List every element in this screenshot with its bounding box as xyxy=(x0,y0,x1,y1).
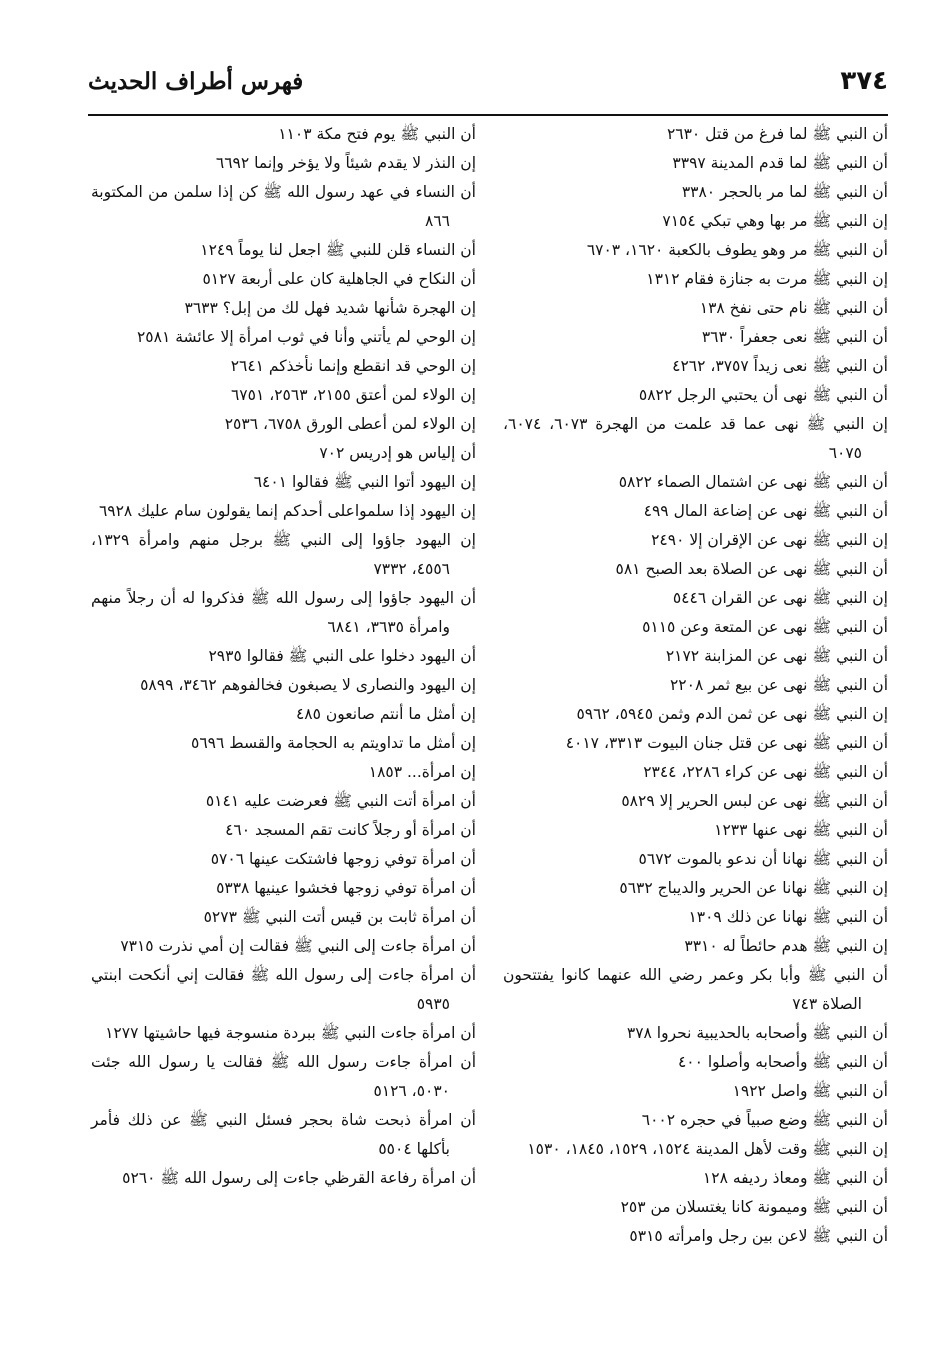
index-entry: أن النبي ﷺ لاعن بين رجل وامرأته ٥٣١٥ xyxy=(629,1227,888,1245)
index-entry: أن النكاح في الجاهلية كان على أربعة ٥١٢٧ xyxy=(202,270,476,288)
index-entry: إن النبي ﷺ نهى عن ثمن الدم وثمن ٥٩٤٥، ٥٩٦٢ xyxy=(576,705,888,723)
index-entry: إن النبي ﷺ وقت لأهل المدينة ١٥٢٤، ١٥٢٩، ١٨٤٥، ١٥٣٠ xyxy=(527,1140,888,1158)
index-entry: إن الهجرة شأنها شديد فهل لك من إبل؟ ٣٦٣٣ xyxy=(184,299,476,317)
index-entry: أن النبي ﷺ نهى عن قتل جنان البيوت ٣٣١٣، ٤٠١٧ xyxy=(565,734,888,752)
index-entry: أن النبي ﷺ وأصحابه وأصلوا ٤٠٠ xyxy=(677,1053,888,1071)
index-entry: إن الولاء لمن أعتق ٢١٥٥، ٢٥٦٣، ٦٧٥١ xyxy=(230,386,476,404)
index-entry: أن النبي ﷺ ومعاذ رديفه ١٢٨ xyxy=(702,1169,888,1187)
index-entry: أن النبي ﷺ وأصحابه بالحديبية نحروا ٣٧٨ xyxy=(626,1024,888,1042)
index-entry: إن النبي ﷺ مر بها وهي تبكي ٧١٥٤ xyxy=(662,212,888,230)
index-entry: أن النبي ﷺ نام حتى نفخ ١٣٨ xyxy=(699,299,888,317)
index-entry: أن النبي ﷺ نهى أن يحتبي الرجل ٥٨٢٢ xyxy=(638,386,888,404)
index-entry: إن الولاء لمن أعطى الورق ٦٧٥٨، ٢٥٣٦ xyxy=(224,415,476,433)
index-entry: إن النبي ﷺ نهى عن الإقران إلا ٢٤٩٠ xyxy=(651,531,888,549)
index-entry: أن النبي ﷺ واصل ١٩٢٢ xyxy=(732,1082,888,1100)
index-entry: أن النبي ﷺ نهى عن كراء ٢٢٨٦، ٢٣٤٤ xyxy=(643,763,888,781)
index-entry: إن النبي ﷺ نهى عما قد علمت من الهجرة ٦٠٧٣، ٦٠٧٤، ٦٠٧٥ xyxy=(503,415,888,462)
index-entry: أن النبي ﷺ نهى عن إضاعة المال ٤٩٩ xyxy=(643,502,888,520)
index-entry: أن النبي ﷺ مر وهو يطوف بالكعبة ١٦٢٠، ٦٧٠٣ xyxy=(586,241,888,259)
index-entry: إن النبي ﷺ نهى عن القران ٥٤٤٦ xyxy=(672,589,888,607)
index-entry: أن النبي ﷺ وميمونة كانا يغتسلان من ٢٥٣ xyxy=(620,1198,888,1216)
index-entry: أن النبي ﷺ نهى عن بيع ثمر ٢٢٠٨ xyxy=(669,676,888,694)
index-entry: أن امرأة توفي زوجها فاشتكت عينها ٥٧٠٦ xyxy=(210,850,476,868)
index-entry: إن اليهود أتوا النبي ﷺ فقالوا ٦٤٠١ xyxy=(253,473,476,491)
index-entry: أن النبي ﷺ نعى جعفراً ٣٦٣٠ xyxy=(701,328,888,346)
index-entry: أن النبي ﷺ لما مر بالحجر ٣٣٨٠ xyxy=(681,183,888,201)
index-entry: أن النبي ﷺ لما فرغ من قتل ٢٦٣٠ xyxy=(666,125,888,143)
index-column-left xyxy=(91,120,476,1193)
index-entry: أن النساء قلن للنبي ﷺ اجعل لنا يوماً ١٢٤٩ xyxy=(200,241,476,259)
index-entry: إن الوحي قد انقطع وإنما نأخذكم ٢٦٤١ xyxy=(230,357,476,375)
index-entry: أن النبي ﷺ نهى عنها ١٢٣٣ xyxy=(714,821,888,839)
index-entry: إن النبي ﷺ نهانا عن الحرير والديباج ٥٦٣٢ xyxy=(619,879,888,897)
index-entry: إن أمثل ما أنتم صانعون ٤٨٥ xyxy=(295,705,476,723)
index-entry: إن اليهود جاؤوا إلى النبي ﷺ برجل منهم وامرأة ١٣٢٩، ٤٥٥٦، ٧٣٣٢ xyxy=(91,531,476,578)
header-rule xyxy=(88,114,888,116)
index-entry: أن امرأة جاءت النبي ﷺ ببردة منسوجة فيها حاشيتها ١٢٧٧ xyxy=(105,1024,476,1042)
index-entry: أن النبي ﷺ نهى عن الصلاة بعد الصبح ٥٨١ xyxy=(615,560,888,578)
index-entry: إن النذر لا يقدم شيئاً ولا يؤخر وإنما ٦٦٩٢ xyxy=(215,154,476,172)
index-entry: أن إلياس هو إدريس ٧٠٢ xyxy=(319,444,476,462)
index-entry: أن النبي ﷺ نهانا أن ندعو بالموت ٥٦٧٢ xyxy=(638,850,888,868)
index-entry: أن النبي ﷺ وأبا بكر وعمر رضي الله عنهما كانوا يفتتحون الصلاة ٧٤٣ xyxy=(503,966,888,1013)
index-entry: أن النبي ﷺ نهى عن المزابنة ٢١٧٢ xyxy=(665,647,888,665)
index-entry: إن أمثل ما تداويتم به الحجامة والقسط ٥٦٩٦ xyxy=(191,734,476,752)
index-entry: أن امرأة ثابت بن قيس أتت النبي ﷺ ٥٢٧٣ xyxy=(203,908,476,926)
index-entry: أن النبي ﷺ نعى زيداً ٣٧٥٧، ٤٢٦٢ xyxy=(672,357,888,375)
index-entry: إن النبي ﷺ مرت به جنازة فقام ١٣١٢ xyxy=(646,270,888,288)
page-number: ٣٧٤ xyxy=(840,66,888,96)
index-entry: إن النبي ﷺ هدم حائطاً له ٣٣١٠ xyxy=(684,937,888,955)
index-entry: أن امرأة رفاعة القرظي جاءت إلى رسول الله ﷺ ٥٢٦٠ xyxy=(122,1169,476,1187)
index-entry: أن النبي ﷺ نهانا عن ذلك ١٣٠٩ xyxy=(688,908,888,926)
index-entry: إن الوحي لم يأتني وأنا في ثوب امرأة إلا عائشة ٢٥٨١ xyxy=(136,328,476,346)
index-entry: إن امرأة... ١٨٥٣ xyxy=(368,763,476,781)
index-entry: أن امرأة توفي زوجها فخشوا عينيها ٥٣٣٨ xyxy=(216,879,476,897)
index-column-right xyxy=(503,120,888,1251)
index-entry: أن امرأة ذبحت شاة بحجر فسئل النبي ﷺ عن ذلك فأمر بأكلها ٥٥٠٤ xyxy=(91,1111,476,1158)
index-entry: أن اليهود دخلوا على النبي ﷺ فقالوا ٢٩٣٥ xyxy=(208,647,476,665)
index-entry: أن امرأة جاءت رسول الله ﷺ فقالت يا رسول الله جئت ٥٠٣٠، ٥١٢٦ xyxy=(91,1053,476,1100)
index-entry: أن امرأة أتت النبي ﷺ فعرضت عليه ٥١٤١ xyxy=(205,792,476,810)
index-entry: أن النبي ﷺ نهى عن اشتمال الصماء ٥٨٢٢ xyxy=(618,473,888,491)
page-header xyxy=(88,64,888,108)
index-entry: أن امرأة جاءت إلى النبي ﷺ فقالت إن أمي نذرت ٧٣١٥ xyxy=(120,937,476,955)
index-entry: إن اليهود والنصارى لا يصبغون فخالفوهم ٣٤٦٢، ٥٨٩٩ xyxy=(140,676,476,694)
index-entry: أن النبي ﷺ لما قدم المدينة ٣٣٩٧ xyxy=(672,154,888,172)
index-entry: أن امرأة أو رجلاً كانت تقم المسجد ٤٦٠ xyxy=(225,821,476,839)
index-entry: أن النساء في عهد رسول الله ﷺ كن إذا سلمن من المكتوبة ٨٦٦ xyxy=(91,183,476,230)
index-entry: أن النبي ﷺ نهى عن لبس الحرير إلا ٥٨٢٩ xyxy=(621,792,888,810)
index-entry: أن امرأة جاءت إلى رسول الله ﷺ فقالت إني أنكحت ابنتي ٥٩٣٥ xyxy=(91,966,476,1013)
index-entry: أن النبي ﷺ يوم فتح مكة ١١٠٣ xyxy=(278,125,476,143)
index-entry: أن اليهود جاؤوا إلى رسول الله ﷺ فذكروا له أن رجلاً منهم وامرأة ٣٦٣٥، ٦٨٤١ xyxy=(91,589,476,636)
page-title: فهرس أطراف الحديث xyxy=(88,68,304,95)
index-entry: أن النبي ﷺ وضع صبياً في حجره ٦٠٠٢ xyxy=(641,1111,888,1129)
index-entry: أن النبي ﷺ نهى عن المتعة وعن ٥١١٥ xyxy=(642,618,888,636)
index-entry: إن اليهود إذا سلمواعلى أحدكم إنما يقولون سام عليك ٦٩٢٨ xyxy=(98,502,476,520)
